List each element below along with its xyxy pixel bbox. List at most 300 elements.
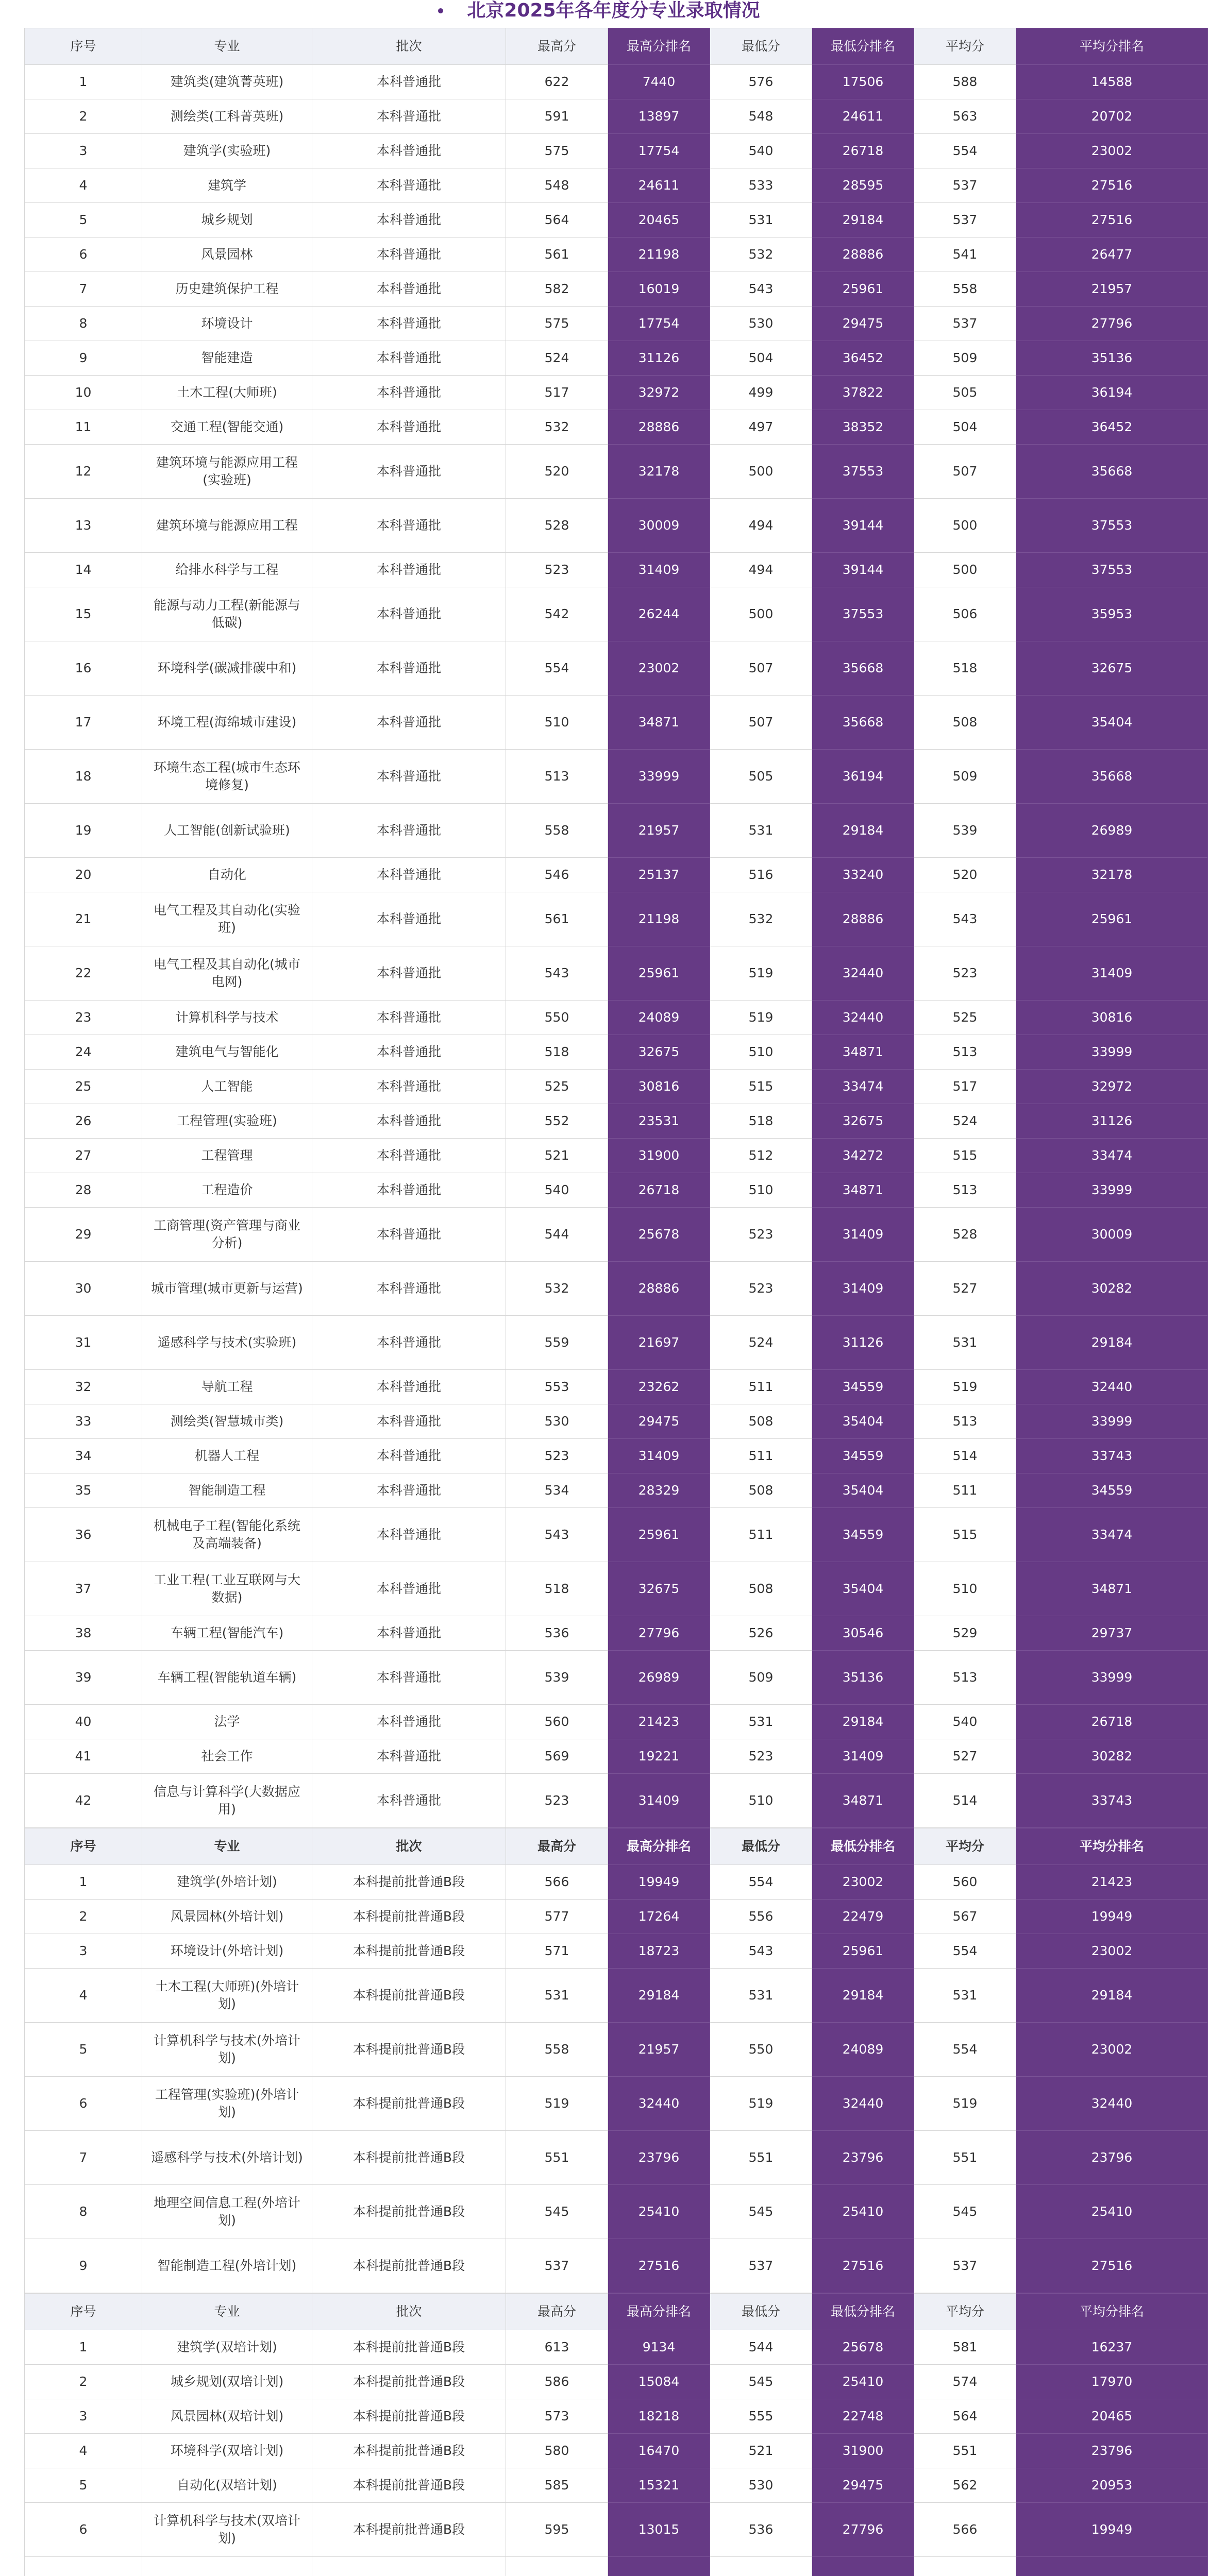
cell-max-score-rank: 21423 xyxy=(608,1705,710,1739)
header-min-score: 最低分 xyxy=(710,1828,812,1865)
cell-max-score: 560 xyxy=(506,1705,608,1739)
header-max-score: 最高分 xyxy=(506,28,608,65)
cell-major: 建筑学(实验班) xyxy=(142,134,312,168)
cell-avg-score-rank xyxy=(1016,2557,1208,2576)
cell-batch: 本科普通批 xyxy=(312,1774,506,1828)
cell-rank-no: 34 xyxy=(25,1439,142,1473)
cell-max-score: 510 xyxy=(506,696,608,750)
admission-table-2 xyxy=(24,1828,1208,2293)
cell-batch: 本科普通批 xyxy=(312,587,506,641)
cell-min-score: 556 xyxy=(710,1900,812,1934)
cell-min-score-rank: 35404 xyxy=(812,1473,914,1508)
cell-avg-score: 581 xyxy=(914,2330,1016,2365)
cell-min-score-rank: 25678 xyxy=(812,2330,914,2365)
cell-max-score-rank: 13015 xyxy=(608,2503,710,2557)
cell-max-score-rank: 21198 xyxy=(608,238,710,272)
cell-min-score-rank: 34871 xyxy=(812,1035,914,1070)
cell-batch: 本科普通批 xyxy=(312,1208,506,1262)
cell-max-score-rank: 33999 xyxy=(608,750,710,804)
cell-avg-score-rank: 31409 xyxy=(1016,946,1208,1001)
cell-avg-score: 513 xyxy=(914,1404,1016,1439)
table-row xyxy=(25,2365,1208,2399)
table-row xyxy=(25,2468,1208,2503)
table-row xyxy=(25,1508,1208,1562)
cell-min-score: 531 xyxy=(710,804,812,858)
table-row xyxy=(25,1262,1208,1316)
cell-rank-no: 5 xyxy=(25,2468,142,2503)
cell-min-score-rank: 34559 xyxy=(812,1439,914,1473)
cell-max-score: 539 xyxy=(506,1651,608,1705)
cell-avg-score: 554 xyxy=(914,2023,1016,2077)
cell-avg-score-rank: 30816 xyxy=(1016,1001,1208,1035)
cell-max-score: 577 xyxy=(506,1900,608,1934)
cell-max-score: 543 xyxy=(506,946,608,1001)
cell-max-score-rank: 16019 xyxy=(608,272,710,307)
cell-min-score-rank: 39144 xyxy=(812,499,914,553)
cell-avg-score: 515 xyxy=(914,1139,1016,1173)
cell-major: 风景园林(双培计划) xyxy=(142,2399,312,2434)
cell-avg-score: 574 xyxy=(914,2365,1016,2399)
cell-batch: 本科普通批 xyxy=(312,1104,506,1139)
cell-batch: 本科普通批 xyxy=(312,1173,506,1208)
cell-max-score: 523 xyxy=(506,1774,608,1828)
cell-rank-no: 26 xyxy=(25,1104,142,1139)
table-row xyxy=(25,168,1208,203)
cell-min-score-rank: 34871 xyxy=(812,1774,914,1828)
cell-min-score: 531 xyxy=(710,1705,812,1739)
cell-max-score: 530 xyxy=(506,1404,608,1439)
cell-max-score-rank: 32440 xyxy=(608,2077,710,2131)
cell-max-score: 595 xyxy=(506,2503,608,2557)
table-row xyxy=(25,1139,1208,1173)
cell-rank-no: 31 xyxy=(25,1316,142,1370)
cell-avg-score-rank: 32440 xyxy=(1016,1370,1208,1404)
cell-max-score-rank: 20465 xyxy=(608,203,710,238)
cell-max-score: 622 xyxy=(506,65,608,99)
cell-max-score: 554 xyxy=(506,641,608,696)
cell-batch: 本科提前批普通B段 xyxy=(312,2185,506,2239)
cell-max-score: 546 xyxy=(506,858,608,892)
cell-avg-score-rank: 31126 xyxy=(1016,1104,1208,1139)
cell-avg-score: 537 xyxy=(914,168,1016,203)
cell-max-score: 542 xyxy=(506,587,608,641)
cell-avg-score-rank: 25961 xyxy=(1016,892,1208,946)
table-row xyxy=(25,587,1208,641)
cell-major: 车辆工程(智能轨道车辆) xyxy=(142,1651,312,1705)
cell-min-score-rank: 25410 xyxy=(812,2365,914,2399)
page-title-text: 北京2025年各年度分专业录取情况 xyxy=(467,0,760,21)
cell-min-score-rank: 25961 xyxy=(812,1934,914,1969)
cell-max-score-rank: 27516 xyxy=(608,2239,710,2293)
cell-min-score-rank: 37822 xyxy=(812,376,914,410)
cell-rank-no: 37 xyxy=(25,1562,142,1616)
cell-major: 历史建筑保护工程 xyxy=(142,272,312,307)
cell-major: 法学 xyxy=(142,1705,312,1739)
cell-max-score: 575 xyxy=(506,134,608,168)
cell-major: 自动化 xyxy=(142,858,312,892)
cell-batch: 本科普通批 xyxy=(312,341,506,376)
cell-min-score-rank: 29184 xyxy=(812,1969,914,2023)
cell-avg-score-rank: 23796 xyxy=(1016,2131,1208,2185)
header-major: 专业 xyxy=(142,28,312,65)
table-row xyxy=(25,1616,1208,1651)
table-row xyxy=(25,1070,1208,1104)
cell-major: 工程管理(实验班) xyxy=(142,1104,312,1139)
table-row xyxy=(25,99,1208,134)
table-row xyxy=(25,1035,1208,1070)
header-min-score-rank: 最低分排名 xyxy=(812,2294,914,2330)
table-row xyxy=(25,203,1208,238)
table-row xyxy=(25,2434,1208,2468)
cell-avg-score: 513 xyxy=(914,1651,1016,1705)
cell-major: 环境科学(双培计划) xyxy=(142,2434,312,2468)
cell-avg-score: 588 xyxy=(914,65,1016,99)
cell-max-score: 553 xyxy=(506,1370,608,1404)
cell-rank-no: 15 xyxy=(25,587,142,641)
table-row xyxy=(25,2399,1208,2434)
cell-rank-no: 4 xyxy=(25,2434,142,2468)
cell-rank-no: 10 xyxy=(25,376,142,410)
cell-avg-score-rank: 27516 xyxy=(1016,2239,1208,2293)
cell-major: 工程管理(实验班)(外培计划) xyxy=(142,2077,312,2131)
cell-min-score: 548 xyxy=(710,99,812,134)
cell-min-score-rank: 27796 xyxy=(812,2503,914,2557)
cell-avg-score-rank: 20465 xyxy=(1016,2399,1208,2434)
cell-avg-score-rank: 27796 xyxy=(1016,307,1208,341)
cell-avg-score: 514 xyxy=(914,1774,1016,1828)
header-avg-score: 平均分 xyxy=(914,1828,1016,1865)
table-row xyxy=(25,1651,1208,1705)
cell-avg-score-rank: 33474 xyxy=(1016,1508,1208,1562)
cell-max-score-rank: 28886 xyxy=(608,1262,710,1316)
cell-major: 环境设计 xyxy=(142,307,312,341)
cell-min-score: 521 xyxy=(710,2434,812,2468)
cell-max-score: 564 xyxy=(506,203,608,238)
cell-rank-no: 17 xyxy=(25,696,142,750)
cell-min-score-rank: 35668 xyxy=(812,641,914,696)
table-row xyxy=(25,2077,1208,2131)
cell-max-score: 585 xyxy=(506,2468,608,2503)
cell-min-score: 551 xyxy=(710,2131,812,2185)
header-major: 专业 xyxy=(142,1828,312,1865)
cell-max-score-rank: 31126 xyxy=(608,341,710,376)
cell-max-score: 525 xyxy=(506,1070,608,1104)
table-row xyxy=(25,1969,1208,2023)
cell-batch: 本科普通批 xyxy=(312,65,506,99)
cell-min-score: 505 xyxy=(710,750,812,804)
table-row xyxy=(25,1562,1208,1616)
cell-max-score-rank: 19949 xyxy=(608,1865,710,1900)
cell-avg-score-rank: 30009 xyxy=(1016,1208,1208,1262)
cell-major: 风景园林 xyxy=(142,238,312,272)
cell-max-score: 558 xyxy=(506,804,608,858)
cell-rank-no: 21 xyxy=(25,892,142,946)
cell-batch: 本科普通批 xyxy=(312,1370,506,1404)
cell-rank-no: 11 xyxy=(25,410,142,445)
cell-batch: 本科普通批 xyxy=(312,892,506,946)
cell-max-score: 561 xyxy=(506,238,608,272)
cell-avg-score-rank: 30282 xyxy=(1016,1739,1208,1774)
table-row xyxy=(25,1900,1208,1934)
cell-batch: 本科普通批 xyxy=(312,804,506,858)
cell-batch: 本科普通批 xyxy=(312,1616,506,1651)
cell-avg-score-rank: 20953 xyxy=(1016,2468,1208,2503)
cell-max-score xyxy=(506,2557,608,2576)
cell-max-score-rank: 19221 xyxy=(608,1739,710,1774)
cell-max-score: 520 xyxy=(506,445,608,499)
cell-max-score: 571 xyxy=(506,1934,608,1969)
cell-rank-no: 2 xyxy=(25,1900,142,1934)
cell-major: 交通工程(智能交通) xyxy=(142,410,312,445)
cell-min-score: 532 xyxy=(710,892,812,946)
cell-avg-score: 518 xyxy=(914,641,1016,696)
cell-avg-score-rank: 37553 xyxy=(1016,499,1208,553)
cell-rank-no: 7 xyxy=(25,2131,142,2185)
cell-avg-score: 504 xyxy=(914,410,1016,445)
cell-major: 计算机科学与技术 xyxy=(142,1001,312,1035)
cell-major xyxy=(142,2557,312,2576)
cell-avg-score-rank: 23796 xyxy=(1016,2434,1208,2468)
cell-max-score: 519 xyxy=(506,2077,608,2131)
cell-max-score-rank: 25678 xyxy=(608,1208,710,1262)
cell-rank-no xyxy=(25,2557,142,2576)
cell-major: 工程造价 xyxy=(142,1173,312,1208)
cell-major: 建筑环境与能源应用工程 xyxy=(142,499,312,553)
cell-rank-no: 32 xyxy=(25,1370,142,1404)
cell-min-score-rank: 29184 xyxy=(812,203,914,238)
cell-batch: 本科普通批 xyxy=(312,410,506,445)
table-row xyxy=(25,2557,1208,2576)
header-min-score: 最低分 xyxy=(710,28,812,65)
cell-avg-score: 545 xyxy=(914,2185,1016,2239)
cell-batch: 本科普通批 xyxy=(312,641,506,696)
cell-rank-no: 13 xyxy=(25,499,142,553)
cell-avg-score: 511 xyxy=(914,1473,1016,1508)
cell-batch: 本科普通批 xyxy=(312,1035,506,1070)
cell-batch: 本科提前批普通B段 xyxy=(312,1969,506,2023)
cell-max-score-rank xyxy=(608,2557,710,2576)
cell-batch: 本科普通批 xyxy=(312,1001,506,1035)
cell-avg-score: 554 xyxy=(914,134,1016,168)
header-avg-score: 平均分 xyxy=(914,28,1016,65)
cell-avg-score-rank: 32178 xyxy=(1016,858,1208,892)
cell-min-score-rank: 30546 xyxy=(812,1616,914,1651)
cell-max-score-rank: 26718 xyxy=(608,1173,710,1208)
cell-rank-no: 30 xyxy=(25,1262,142,1316)
cell-max-score-rank: 31409 xyxy=(608,1774,710,1828)
cell-avg-score-rank: 32675 xyxy=(1016,641,1208,696)
cell-batch: 本科普通批 xyxy=(312,499,506,553)
cell-min-score: 508 xyxy=(710,1562,812,1616)
cell-major: 测绘类(工科菁英班) xyxy=(142,99,312,134)
cell-max-score-rank: 27796 xyxy=(608,1616,710,1651)
cell-max-score: 513 xyxy=(506,750,608,804)
table-row xyxy=(25,1316,1208,1370)
cell-avg-score: 513 xyxy=(914,1173,1016,1208)
page-title xyxy=(0,1,1227,23)
cell-min-score-rank: 36194 xyxy=(812,750,914,804)
header-batch: 批次 xyxy=(312,28,506,65)
cell-min-score-rank: 33474 xyxy=(812,1070,914,1104)
cell-max-score: 518 xyxy=(506,1562,608,1616)
cell-avg-score-rank: 33743 xyxy=(1016,1439,1208,1473)
cell-min-score: 576 xyxy=(710,65,812,99)
cell-min-score: 497 xyxy=(710,410,812,445)
cell-major: 城乡规划 xyxy=(142,203,312,238)
cell-avg-score xyxy=(914,2557,1016,2576)
cell-min-score: 524 xyxy=(710,1316,812,1370)
cell-batch: 本科普通批 xyxy=(312,858,506,892)
cell-min-score-rank: 29184 xyxy=(812,1705,914,1739)
cell-major: 计算机科学与技术(外培计划) xyxy=(142,2023,312,2077)
cell-rank-no: 5 xyxy=(25,203,142,238)
cell-min-score-rank: 37553 xyxy=(812,587,914,641)
cell-max-score: 518 xyxy=(506,1035,608,1070)
cell-avg-score-rank: 36452 xyxy=(1016,410,1208,445)
cell-avg-score-rank: 19949 xyxy=(1016,2503,1208,2557)
cell-min-score: 511 xyxy=(710,1508,812,1562)
cell-max-score: 536 xyxy=(506,1616,608,1651)
cell-max-score-rank: 21697 xyxy=(608,1316,710,1370)
cell-avg-score-rank: 37553 xyxy=(1016,553,1208,587)
table-header-row xyxy=(25,2294,1208,2330)
cell-rank-no: 35 xyxy=(25,1473,142,1508)
cell-max-score: 559 xyxy=(506,1316,608,1370)
cell-min-score: 545 xyxy=(710,2365,812,2399)
cell-max-score: 573 xyxy=(506,2399,608,2434)
table-row xyxy=(25,1739,1208,1774)
cell-rank-no: 24 xyxy=(25,1035,142,1070)
cell-max-score-rank: 31409 xyxy=(608,553,710,587)
cell-min-score: 530 xyxy=(710,2468,812,2503)
cell-avg-score: 524 xyxy=(914,1104,1016,1139)
cell-major: 遥感科学与技术(外培计划) xyxy=(142,2131,312,2185)
cell-major: 人工智能 xyxy=(142,1070,312,1104)
table-row xyxy=(25,272,1208,307)
cell-batch: 本科提前批普通B段 xyxy=(312,2239,506,2293)
cell-max-score-rank: 13897 xyxy=(608,99,710,134)
cell-major: 给排水科学与工程 xyxy=(142,553,312,587)
cell-min-score: 499 xyxy=(710,376,812,410)
table-row xyxy=(25,892,1208,946)
cell-min-score: 526 xyxy=(710,1616,812,1651)
cell-rank-no: 42 xyxy=(25,1774,142,1828)
cell-batch: 本科普通批 xyxy=(312,1316,506,1370)
cell-max-score: 586 xyxy=(506,2365,608,2399)
cell-max-score-rank: 30009 xyxy=(608,499,710,553)
cell-major: 土木工程(大师班) xyxy=(142,376,312,410)
cell-max-score: 540 xyxy=(506,1173,608,1208)
cell-min-score: 508 xyxy=(710,1473,812,1508)
cell-major: 导航工程 xyxy=(142,1370,312,1404)
cell-major: 环境工程(海绵城市建设) xyxy=(142,696,312,750)
cell-rank-no: 3 xyxy=(25,1934,142,1969)
cell-batch: 本科普通批 xyxy=(312,1562,506,1616)
cell-min-score-rank: 38352 xyxy=(812,410,914,445)
cell-max-score: 544 xyxy=(506,1208,608,1262)
cell-min-score-rank: 37553 xyxy=(812,445,914,499)
cell-max-score: 561 xyxy=(506,892,608,946)
table-row xyxy=(25,804,1208,858)
cell-rank-no: 1 xyxy=(25,65,142,99)
cell-rank-no: 16 xyxy=(25,641,142,696)
cell-major: 工程管理 xyxy=(142,1139,312,1173)
cell-avg-score: 514 xyxy=(914,1439,1016,1473)
cell-max-score: 545 xyxy=(506,2185,608,2239)
cell-max-score: 517 xyxy=(506,376,608,410)
cell-min-score-rank: 25410 xyxy=(812,2185,914,2239)
header-max-score-rank: 最高分排名 xyxy=(608,2294,710,2330)
cell-avg-score: 519 xyxy=(914,2077,1016,2131)
cell-rank-no: 27 xyxy=(25,1139,142,1173)
cell-batch: 本科普通批 xyxy=(312,1070,506,1104)
cell-avg-score-rank: 14588 xyxy=(1016,65,1208,99)
cell-batch: 本科提前批普通B段 xyxy=(312,2023,506,2077)
cell-min-score-rank: 32440 xyxy=(812,1001,914,1035)
table-row xyxy=(25,2239,1208,2293)
cell-rank-no: 8 xyxy=(25,2185,142,2239)
cell-batch: 本科普通批 xyxy=(312,1651,506,1705)
cell-avg-score-rank: 33999 xyxy=(1016,1651,1208,1705)
cell-avg-score: 558 xyxy=(914,272,1016,307)
cell-avg-score-rank: 19949 xyxy=(1016,1900,1208,1934)
cell-min-score: 507 xyxy=(710,696,812,750)
cell-max-score-rank: 25961 xyxy=(608,1508,710,1562)
cell-major: 遥感科学与技术(实验班) xyxy=(142,1316,312,1370)
cell-major: 建筑学(双培计划) xyxy=(142,2330,312,2365)
cell-batch: 本科普通批 xyxy=(312,1508,506,1562)
cell-max-score-rank: 23796 xyxy=(608,2131,710,2185)
cell-avg-score: 527 xyxy=(914,1262,1016,1316)
cell-max-score-rank: 32675 xyxy=(608,1035,710,1070)
table-row xyxy=(25,1104,1208,1139)
cell-major: 机械电子工程(智能化系统及高端装备) xyxy=(142,1508,312,1562)
cell-max-score-rank: 32972 xyxy=(608,376,710,410)
cell-min-score-rank: 34559 xyxy=(812,1508,914,1562)
cell-max-score-rank: 30816 xyxy=(608,1070,710,1104)
cell-min-score: 523 xyxy=(710,1262,812,1316)
cell-max-score: 523 xyxy=(506,553,608,587)
table-row xyxy=(25,1865,1208,1900)
cell-major: 测绘类(智慧城市类) xyxy=(142,1404,312,1439)
cell-avg-score-rank: 20702 xyxy=(1016,99,1208,134)
cell-batch: 本科普通批 xyxy=(312,1739,506,1774)
cell-max-score-rank: 21957 xyxy=(608,804,710,858)
cell-rank-no: 4 xyxy=(25,168,142,203)
cell-max-score: 531 xyxy=(506,1969,608,2023)
cell-avg-score: 540 xyxy=(914,1705,1016,1739)
cell-max-score: 580 xyxy=(506,2434,608,2468)
cell-avg-score: 515 xyxy=(914,1508,1016,1562)
cell-rank-no: 6 xyxy=(25,2077,142,2131)
cell-batch: 本科普通批 xyxy=(312,99,506,134)
cell-min-score-rank xyxy=(812,2557,914,2576)
cell-max-score-rank: 17754 xyxy=(608,134,710,168)
cell-major: 车辆工程(智能汽车) xyxy=(142,1616,312,1651)
cell-min-score: 530 xyxy=(710,307,812,341)
cell-rank-no: 1 xyxy=(25,1865,142,1900)
cell-avg-score: 566 xyxy=(914,2503,1016,2557)
cell-min-score-rank: 31409 xyxy=(812,1262,914,1316)
table-row xyxy=(25,1934,1208,1969)
cell-rank-no: 9 xyxy=(25,2239,142,2293)
cell-avg-score: 528 xyxy=(914,1208,1016,1262)
table-row xyxy=(25,2503,1208,2557)
cell-major: 自动化(双培计划) xyxy=(142,2468,312,2503)
cell-max-score-rank: 29475 xyxy=(608,1404,710,1439)
cell-min-score-rank: 22479 xyxy=(812,1900,914,1934)
cell-avg-score: 537 xyxy=(914,203,1016,238)
